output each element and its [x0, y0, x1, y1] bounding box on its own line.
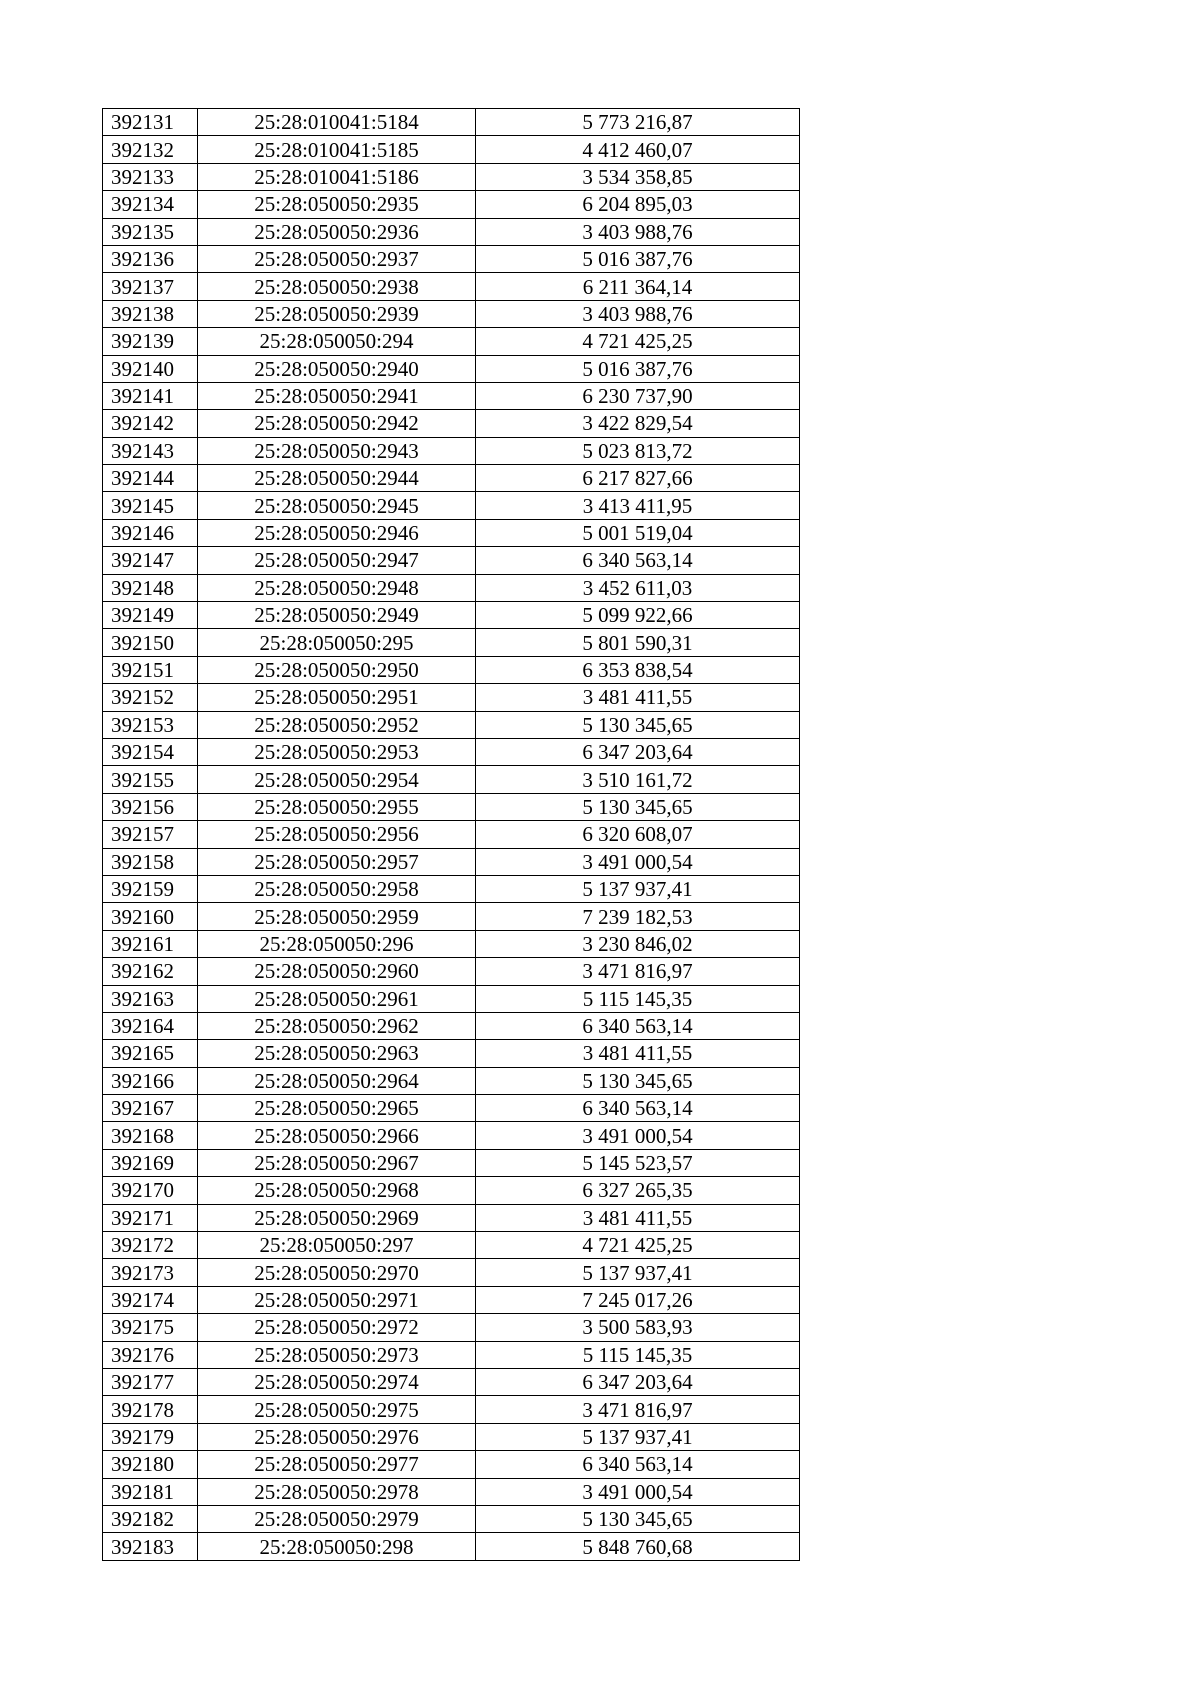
row-number-cell: 392150	[103, 629, 198, 656]
table-row	[103, 300, 800, 327]
cadastral-number-cell: 25:28:050050:2947	[198, 547, 476, 574]
cadastral-number-cell: 25:28:050050:2970	[198, 1259, 476, 1286]
cadastral-value-table	[102, 108, 800, 1561]
row-number-cell: 392172	[103, 1232, 198, 1259]
row-number-cell: 392145	[103, 492, 198, 519]
row-number-cell: 392134	[103, 191, 198, 218]
row-number-cell: 392137	[103, 273, 198, 300]
table-row	[103, 1533, 800, 1560]
row-number-cell: 392132	[103, 136, 198, 163]
table-row	[103, 1040, 800, 1067]
row-number-cell: 392174	[103, 1286, 198, 1313]
table-row	[103, 245, 800, 272]
table-row	[103, 1505, 800, 1532]
row-number-cell: 392169	[103, 1149, 198, 1176]
cadastral-number-cell: 25:28:050050:2964	[198, 1067, 476, 1094]
table-row	[103, 766, 800, 793]
row-number-cell: 392133	[103, 163, 198, 190]
table-row	[103, 930, 800, 957]
cadastral-value-cell: 5 801 590,31	[476, 629, 800, 656]
cadastral-value-cell: 3 403 988,76	[476, 300, 800, 327]
cadastral-number-cell: 25:28:050050:2973	[198, 1341, 476, 1368]
cadastral-number-cell: 25:28:050050:2950	[198, 656, 476, 683]
row-number-cell: 392135	[103, 218, 198, 245]
cadastral-number-cell: 25:28:050050:2944	[198, 465, 476, 492]
cadastral-number-cell: 25:28:050050:2955	[198, 793, 476, 820]
row-number-cell: 392141	[103, 382, 198, 409]
table-row	[103, 547, 800, 574]
cadastral-value-cell: 3 481 411,55	[476, 1204, 800, 1231]
cadastral-value-cell: 6 230 737,90	[476, 382, 800, 409]
cadastral-value-cell: 7 239 182,53	[476, 903, 800, 930]
table-row	[103, 629, 800, 656]
cadastral-value-cell: 5 115 145,35	[476, 1341, 800, 1368]
cadastral-value-cell: 5 130 345,65	[476, 1067, 800, 1094]
table-row	[103, 793, 800, 820]
cadastral-value-cell: 6 347 203,64	[476, 738, 800, 765]
cadastral-value-cell: 3 510 161,72	[476, 766, 800, 793]
row-number-cell: 392161	[103, 930, 198, 957]
table-row	[103, 1423, 800, 1450]
row-number-cell: 392131	[103, 109, 198, 136]
row-number-cell: 392173	[103, 1259, 198, 1286]
row-number-cell: 392181	[103, 1478, 198, 1505]
cadastral-value-cell: 5 145 523,57	[476, 1149, 800, 1176]
row-number-cell: 392144	[103, 465, 198, 492]
row-number-cell: 392165	[103, 1040, 198, 1067]
row-number-cell: 392183	[103, 1533, 198, 1560]
cadastral-number-cell: 25:28:050050:2941	[198, 382, 476, 409]
cadastral-number-cell: 25:28:050050:2946	[198, 519, 476, 546]
row-number-cell: 392160	[103, 903, 198, 930]
cadastral-value-cell: 3 452 611,03	[476, 574, 800, 601]
table-row	[103, 1368, 800, 1395]
table-row	[103, 711, 800, 738]
row-number-cell: 392168	[103, 1122, 198, 1149]
cadastral-value-cell: 6 347 203,64	[476, 1368, 800, 1395]
table-row	[103, 684, 800, 711]
cadastral-value-cell: 3 491 000,54	[476, 848, 800, 875]
cadastral-value-cell: 4 412 460,07	[476, 136, 800, 163]
row-number-cell: 392157	[103, 821, 198, 848]
row-number-cell: 392171	[103, 1204, 198, 1231]
cadastral-number-cell: 25:28:050050:2945	[198, 492, 476, 519]
row-number-cell: 392143	[103, 437, 198, 464]
table-row	[103, 1286, 800, 1313]
table-row	[103, 191, 800, 218]
cadastral-value-cell: 6 327 265,35	[476, 1177, 800, 1204]
table-row	[103, 903, 800, 930]
table-row	[103, 109, 800, 136]
table-row	[103, 1122, 800, 1149]
row-number-cell: 392148	[103, 574, 198, 601]
cadastral-number-cell: 25:28:050050:2979	[198, 1505, 476, 1532]
cadastral-value-cell: 3 481 411,55	[476, 1040, 800, 1067]
cadastral-number-cell: 25:28:050050:2956	[198, 821, 476, 848]
table-row	[103, 821, 800, 848]
cadastral-value-cell: 3 500 583,93	[476, 1314, 800, 1341]
cadastral-number-cell: 25:28:050050:2968	[198, 1177, 476, 1204]
cadastral-value-cell: 6 320 608,07	[476, 821, 800, 848]
row-number-cell: 392139	[103, 328, 198, 355]
cadastral-value-cell: 6 353 838,54	[476, 656, 800, 683]
cadastral-value-cell: 5 137 937,41	[476, 1423, 800, 1450]
table-row	[103, 519, 800, 546]
cadastral-value-cell: 3 230 846,02	[476, 930, 800, 957]
table-row	[103, 738, 800, 765]
cadastral-number-cell: 25:28:050050:2965	[198, 1095, 476, 1122]
table-row	[103, 848, 800, 875]
table-row	[103, 574, 800, 601]
cadastral-number-cell: 25:28:050050:2972	[198, 1314, 476, 1341]
cadastral-number-cell: 25:28:010041:5184	[198, 109, 476, 136]
row-number-cell: 392152	[103, 684, 198, 711]
cadastral-number-cell: 25:28:050050:294	[198, 328, 476, 355]
table-row	[103, 1259, 800, 1286]
row-number-cell: 392177	[103, 1368, 198, 1395]
cadastral-value-cell: 6 340 563,14	[476, 1012, 800, 1039]
cadastral-number-cell: 25:28:050050:2975	[198, 1396, 476, 1423]
cadastral-value-cell: 3 481 411,55	[476, 684, 800, 711]
cadastral-value-cell: 6 217 827,66	[476, 465, 800, 492]
row-number-cell: 392159	[103, 875, 198, 902]
table-row	[103, 163, 800, 190]
cadastral-number-cell: 25:28:050050:2949	[198, 602, 476, 629]
cadastral-value-cell: 5 137 937,41	[476, 1259, 800, 1286]
cadastral-value-cell: 5 001 519,04	[476, 519, 800, 546]
table-row	[103, 1478, 800, 1505]
row-number-cell: 392180	[103, 1451, 198, 1478]
row-number-cell: 392164	[103, 1012, 198, 1039]
cadastral-number-cell: 25:28:050050:2977	[198, 1451, 476, 1478]
cadastral-value-cell: 3 471 816,97	[476, 958, 800, 985]
cadastral-number-cell: 25:28:050050:2953	[198, 738, 476, 765]
row-number-cell: 392166	[103, 1067, 198, 1094]
table-row	[103, 1095, 800, 1122]
cadastral-value-cell: 4 721 425,25	[476, 328, 800, 355]
row-number-cell: 392158	[103, 848, 198, 875]
cadastral-number-cell: 25:28:050050:2935	[198, 191, 476, 218]
cadastral-value-cell: 5 773 216,87	[476, 109, 800, 136]
row-number-cell: 392182	[103, 1505, 198, 1532]
cadastral-value-cell: 3 491 000,54	[476, 1122, 800, 1149]
table-row	[103, 1012, 800, 1039]
cadastral-value-cell: 5 115 145,35	[476, 985, 800, 1012]
cadastral-value-cell: 5 130 345,65	[476, 711, 800, 738]
cadastral-value-cell: 6 340 563,14	[476, 1451, 800, 1478]
cadastral-value-cell: 5 848 760,68	[476, 1533, 800, 1560]
row-number-cell: 392147	[103, 547, 198, 574]
cadastral-number-cell: 25:28:050050:2937	[198, 245, 476, 272]
row-number-cell: 392154	[103, 738, 198, 765]
table-row	[103, 1314, 800, 1341]
table-row	[103, 136, 800, 163]
table-row	[103, 985, 800, 1012]
table-body	[103, 109, 800, 1561]
cadastral-number-cell: 25:28:050050:2943	[198, 437, 476, 464]
cadastral-value-cell: 5 016 387,76	[476, 245, 800, 272]
cadastral-number-cell: 25:28:050050:2939	[198, 300, 476, 327]
row-number-cell: 392151	[103, 656, 198, 683]
cadastral-number-cell: 25:28:050050:2940	[198, 355, 476, 382]
row-number-cell: 392167	[103, 1095, 198, 1122]
table-row	[103, 355, 800, 382]
row-number-cell: 392176	[103, 1341, 198, 1368]
table-row	[103, 410, 800, 437]
table-row	[103, 875, 800, 902]
table-row	[103, 1396, 800, 1423]
cadastral-number-cell: 25:28:050050:2948	[198, 574, 476, 601]
cadastral-number-cell: 25:28:050050:2936	[198, 218, 476, 245]
table-row	[103, 492, 800, 519]
cadastral-number-cell: 25:28:050050:2963	[198, 1040, 476, 1067]
cadastral-number-cell: 25:28:050050:2954	[198, 766, 476, 793]
table-row	[103, 1177, 800, 1204]
cadastral-number-cell: 25:28:050050:2978	[198, 1478, 476, 1505]
cadastral-number-cell: 25:28:050050:2976	[198, 1423, 476, 1450]
row-number-cell: 392175	[103, 1314, 198, 1341]
cadastral-value-cell: 3 413 411,95	[476, 492, 800, 519]
row-number-cell: 392155	[103, 766, 198, 793]
table-row	[103, 656, 800, 683]
row-number-cell: 392170	[103, 1177, 198, 1204]
table-row	[103, 465, 800, 492]
cadastral-number-cell: 25:28:050050:2952	[198, 711, 476, 738]
cadastral-number-cell: 25:28:050050:2938	[198, 273, 476, 300]
cadastral-number-cell: 25:28:050050:2962	[198, 1012, 476, 1039]
cadastral-value-cell: 6 211 364,14	[476, 273, 800, 300]
table-row	[103, 1232, 800, 1259]
cadastral-number-cell: 25:28:050050:296	[198, 930, 476, 957]
cadastral-number-cell: 25:28:050050:295	[198, 629, 476, 656]
row-number-cell: 392146	[103, 519, 198, 546]
table-row	[103, 602, 800, 629]
table-row	[103, 437, 800, 464]
cadastral-value-cell: 4 721 425,25	[476, 1232, 800, 1259]
cadastral-value-cell: 6 340 563,14	[476, 547, 800, 574]
row-number-cell: 392162	[103, 958, 198, 985]
cadastral-value-cell: 5 016 387,76	[476, 355, 800, 382]
table-row	[103, 328, 800, 355]
cadastral-value-cell: 3 471 816,97	[476, 1396, 800, 1423]
cadastral-number-cell: 25:28:010041:5185	[198, 136, 476, 163]
cadastral-number-cell: 25:28:050050:2959	[198, 903, 476, 930]
cadastral-value-cell: 5 137 937,41	[476, 875, 800, 902]
cadastral-value-cell: 5 023 813,72	[476, 437, 800, 464]
row-number-cell: 392136	[103, 245, 198, 272]
row-number-cell: 392178	[103, 1396, 198, 1423]
row-number-cell: 392149	[103, 602, 198, 629]
table-row	[103, 218, 800, 245]
cadastral-value-cell: 5 130 345,65	[476, 793, 800, 820]
cadastral-value-cell: 6 340 563,14	[476, 1095, 800, 1122]
cadastral-number-cell: 25:28:050050:2951	[198, 684, 476, 711]
cadastral-number-cell: 25:28:050050:2960	[198, 958, 476, 985]
cadastral-value-cell: 5 130 345,65	[476, 1505, 800, 1532]
table-row	[103, 1451, 800, 1478]
cadastral-number-cell: 25:28:050050:297	[198, 1232, 476, 1259]
cadastral-value-cell: 7 245 017,26	[476, 1286, 800, 1313]
cadastral-value-cell: 6 204 895,03	[476, 191, 800, 218]
table-row	[103, 1067, 800, 1094]
cadastral-value-cell: 3 534 358,85	[476, 163, 800, 190]
cadastral-number-cell: 25:28:050050:2958	[198, 875, 476, 902]
cadastral-number-cell: 25:28:050050:2971	[198, 1286, 476, 1313]
cadastral-value-cell: 5 099 922,66	[476, 602, 800, 629]
row-number-cell: 392138	[103, 300, 198, 327]
cadastral-value-cell: 3 422 829,54	[476, 410, 800, 437]
row-number-cell: 392142	[103, 410, 198, 437]
table-row	[103, 1204, 800, 1231]
cadastral-number-cell: 25:28:050050:2942	[198, 410, 476, 437]
row-number-cell: 392179	[103, 1423, 198, 1450]
table-row	[103, 273, 800, 300]
cadastral-number-cell: 25:28:010041:5186	[198, 163, 476, 190]
table-row	[103, 382, 800, 409]
cadastral-number-cell: 25:28:050050:298	[198, 1533, 476, 1560]
cadastral-value-cell: 3 403 988,76	[476, 218, 800, 245]
row-number-cell: 392156	[103, 793, 198, 820]
row-number-cell: 392153	[103, 711, 198, 738]
cadastral-number-cell: 25:28:050050:2974	[198, 1368, 476, 1395]
table-row	[103, 958, 800, 985]
row-number-cell: 392140	[103, 355, 198, 382]
cadastral-value-cell: 3 491 000,54	[476, 1478, 800, 1505]
table-row	[103, 1341, 800, 1368]
cadastral-number-cell: 25:28:050050:2957	[198, 848, 476, 875]
cadastral-number-cell: 25:28:050050:2966	[198, 1122, 476, 1149]
row-number-cell: 392163	[103, 985, 198, 1012]
cadastral-number-cell: 25:28:050050:2969	[198, 1204, 476, 1231]
cadastral-number-cell: 25:28:050050:2961	[198, 985, 476, 1012]
table-row	[103, 1149, 800, 1176]
cadastral-number-cell: 25:28:050050:2967	[198, 1149, 476, 1176]
